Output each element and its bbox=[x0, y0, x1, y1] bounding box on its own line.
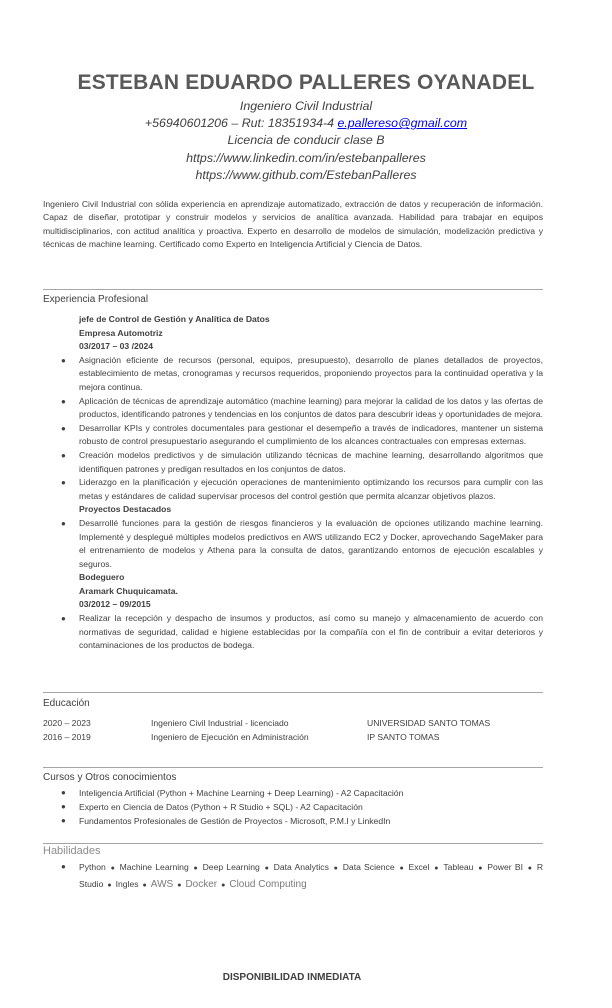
skill: Python bbox=[79, 862, 106, 872]
experience-section bbox=[43, 313, 543, 653]
divider bbox=[43, 289, 543, 290]
candidate-name: ESTEBAN EDUARDO PALLERES OYANADEL bbox=[77, 71, 535, 94]
bullet-icon: ● bbox=[61, 816, 66, 825]
skill: R Studio bbox=[79, 862, 544, 889]
list-item bbox=[43, 476, 543, 503]
list-item bbox=[43, 395, 543, 422]
profile-summary: Ingeniero Civil Industrial con sólida experiencia en aprendizaje automatizado, extracción de datos y recuperación de información. Capaz de diseñar, prototipar y construir modelos y servicios de analítica avanzada. Habilidad para trabajar en equipos multidisciplinarios, con actitud analítica y proactiva. Experto en desarrollo de modelos de simulación, modelización predictiva y técnicas de machine learning. Certificado como Experto en Inteligencia Artificial y Ciencia de Datos. bbox=[43, 199, 543, 250]
list-item bbox=[43, 354, 543, 395]
job-bullets bbox=[43, 354, 543, 504]
list-item bbox=[43, 800, 543, 814]
bullet-icon: ● bbox=[61, 355, 66, 365]
bullet-icon: ● bbox=[61, 423, 66, 433]
section-heading-courses: Cursos y Otros conocimientos bbox=[43, 772, 177, 783]
bullet-icon: ● bbox=[61, 802, 66, 811]
skill: AWS bbox=[150, 878, 174, 890]
job-dates: 03/2012 – 09/2015 bbox=[79, 599, 151, 610]
education-institution: IP SANTO TOMAS bbox=[367, 731, 440, 742]
email-link[interactable]: e.pallereso@gmail.com bbox=[337, 116, 468, 131]
bullet-text: Creación modelos predictivos y de simulación utilizando técnicas de machine learning, desarrollando algoritmos que identifiquen patrones y predigan resultados en los conjuntos de datos. bbox=[79, 449, 543, 474]
list-item bbox=[43, 814, 543, 828]
section-heading-experience: Experiencia Profesional bbox=[43, 294, 149, 305]
divider bbox=[43, 692, 543, 693]
bullet-icon: ● bbox=[61, 614, 66, 624]
skill: Ingles bbox=[115, 878, 139, 889]
education-institution: UNIVERSIDAD SANTO TOMAS bbox=[367, 718, 491, 728]
github-url[interactable]: https://www.github.com/EstebanPalleres bbox=[195, 167, 417, 182]
section-heading-education: Educación bbox=[43, 698, 90, 709]
skill: Tableau bbox=[443, 862, 474, 872]
phone-rut: +56940601206 – Rut: 18351934-4 bbox=[144, 116, 338, 131]
contact-header bbox=[0, 98, 612, 184]
courses-list bbox=[43, 786, 543, 828]
skill: Cloud Computing bbox=[229, 878, 307, 890]
bullet-icon: ● bbox=[61, 396, 66, 406]
list-item bbox=[43, 422, 543, 449]
skill: Data Analytics bbox=[273, 862, 329, 872]
skill: Excel bbox=[408, 862, 430, 872]
education-table bbox=[43, 717, 543, 744]
job-title: Bodeguero bbox=[79, 572, 125, 583]
list-item bbox=[43, 449, 543, 476]
availability-footer: DISPONIBILIDAD INMEDIATA bbox=[222, 972, 362, 983]
driver-license: Licencia de conducir clase B bbox=[227, 133, 385, 148]
education-row bbox=[43, 717, 543, 731]
course-text: Fundamentos Profesionales de Gestión de Proyectos - Microsoft, P.M.I y LinkedIn bbox=[79, 816, 391, 826]
job-title: Ingeniero Civil Industrial bbox=[239, 99, 373, 113]
job-company: Aramark Chuquicamata. bbox=[79, 585, 178, 596]
bullet-text: Asignación eficiente de recursos (personal, equipos, presupuesto), desarrollo de planes detallados de proyectos, establecimiento de metas, cronogramas y recursos requeridos, proponiendo proyectos para la continuidad operativa y la mejora continua. bbox=[79, 354, 543, 392]
education-row bbox=[43, 731, 543, 745]
bullet-text: Aplicación de técnicas de aprendizaje automático (machine learning) para mejorar la calidad de los datos y las ofertas de productos, identificando patrones y tendencias en los conjuntos de datos para descubrir ideas y oportunidades de mejora. bbox=[79, 395, 543, 420]
bullet-text: Liderazgo en la planificación y ejecución operaciones de mantenimiento optimizando los recursos para cumplir con las metas y estándares de calidad supervisar procesos del control gestión que permita alcanzar objetivos plazos. bbox=[79, 477, 543, 501]
skill: Power BI bbox=[487, 862, 523, 872]
section-heading-skills: Habilidades bbox=[43, 845, 101, 857]
list-item bbox=[43, 612, 543, 653]
skill: Machine Learning bbox=[119, 862, 189, 872]
contact-line bbox=[0, 115, 612, 132]
bullet-icon: ● bbox=[61, 450, 66, 460]
list-item bbox=[43, 786, 543, 800]
bullet-icon: ● bbox=[61, 788, 66, 797]
divider bbox=[43, 843, 543, 844]
education-dates: 2020 – 2023 bbox=[43, 718, 91, 728]
skill: Deep Learning bbox=[202, 862, 260, 872]
course-text: Inteligencia Artificial (Python + Machine Learning + Deep Learning) - A2 Capacitación bbox=[79, 788, 404, 798]
bullet-icon: ● bbox=[61, 862, 66, 871]
job-title: jefe de Control de Gestión y Analítica de Datos bbox=[79, 314, 270, 324]
job-company: Empresa Automotriz bbox=[79, 327, 163, 338]
bullet-text: Desarrollar KPIs y controles documentales para gestionar el desempeño a través de indicadores, mantener un sistema robusto de control presupuestario asegurando el cumplimiento de los alcances contractuales con empresas externas. bbox=[79, 422, 543, 447]
projects-title: Proyectos Destacados bbox=[79, 504, 172, 515]
job-bullets bbox=[43, 612, 543, 653]
bullet-text: Realizar la recepción y despacho de insumos y productos, así como su manejo y almacenamiento de acuerdo con normativas de seguridad, calidad e higiene establecidas por la compañía con el fin de contribuir a evitar deterioros y contaminaciones de los productos de bodega. bbox=[79, 613, 543, 651]
course-text: Experto en Ciencia de Datos (Python + R Studio + SQL) - A2 Capacitación bbox=[79, 802, 363, 812]
bullet-icon: ● bbox=[61, 518, 66, 528]
education-dates: 2016 – 2019 bbox=[43, 731, 91, 742]
divider bbox=[43, 767, 543, 768]
education-degree: Ingeniero Civil Industrial - licenciado bbox=[151, 718, 289, 728]
skill: Data Science bbox=[342, 862, 395, 872]
list-item: ● Python ● Machine Learning ● Deep Learning ● Data Analytics ● Data Science ● Excel ● Tableau ● Power BI ● R Studio ● Ingles ● AWS ● Docker ● Cloud Computing bbox=[61, 862, 544, 890]
job-dates: 03/2017 – 03 /2024 bbox=[79, 341, 154, 352]
linkedin-url[interactable]: https://www.linkedin.com/in/estebanpalleres bbox=[186, 150, 426, 165]
list-item bbox=[43, 517, 543, 571]
education-degree: Ingeniero de Ejecución en Administración bbox=[151, 731, 309, 742]
project-bullets bbox=[43, 517, 543, 571]
skill: Docker bbox=[185, 878, 218, 890]
bullet-icon: ● bbox=[61, 478, 66, 488]
bullet-text: Desarrollé funciones para la gestión de riesgos financieros y la evaluación de opciones utilizando machine learning. Implementé y desplegué múltiples modelos predictivos en AWS utilizando EC2 y Docker, aprovechando SageMaker para el entrenamiento de modelos y Athena para la consulta de datos, garantizando entornos de ejecución escalables y seguros. bbox=[79, 517, 543, 569]
skills-list bbox=[43, 860, 543, 893]
